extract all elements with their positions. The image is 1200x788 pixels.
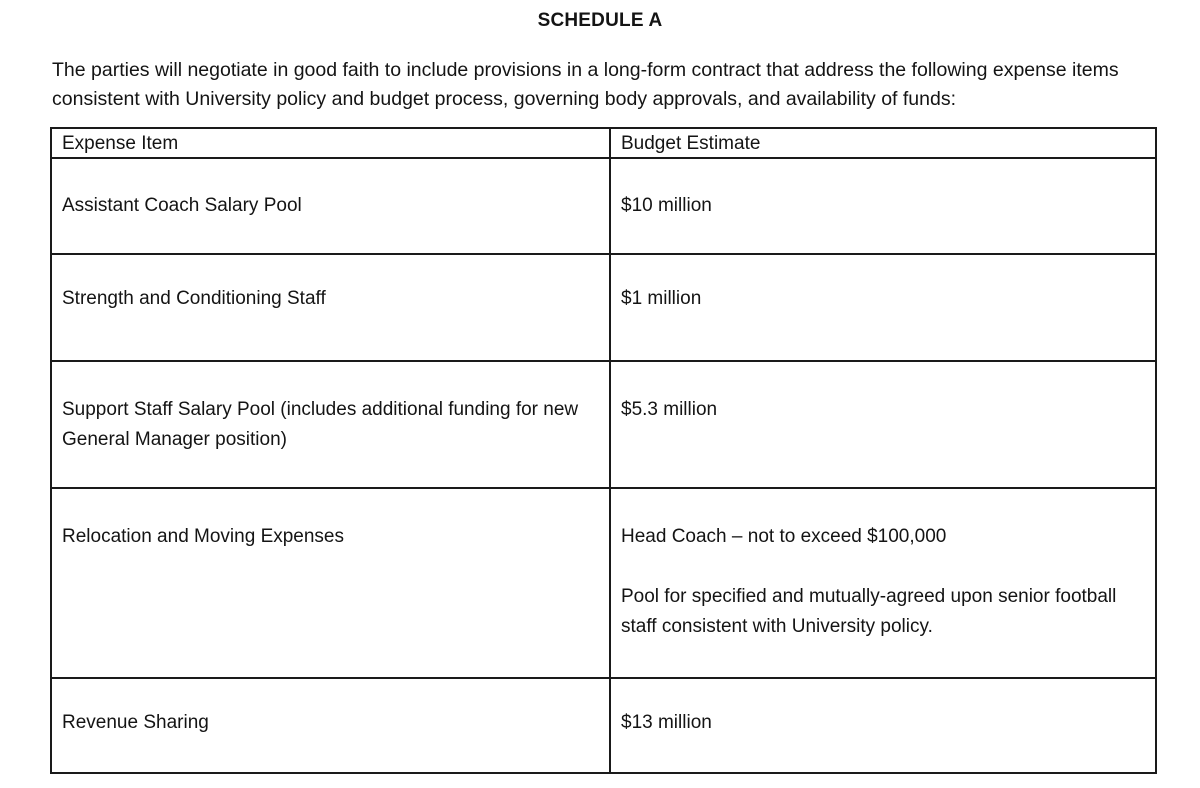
expense-item-cell: Support Staff Salary Pool (includes additional funding for new General Manager position) [51,361,610,488]
table-header-row [51,128,1156,158]
budget-estimate-text: Head Coach – not to exceed $100,000 [621,526,947,547]
budget-estimate-cell [610,488,1156,678]
budget-estimate-cell: $10 million [610,158,1156,254]
table-row [51,678,1156,773]
expense-item-cell: Strength and Conditioning Staff [51,254,610,361]
budget-estimate-note: Pool for specified and mutually-agreed upon senior football staff consistent with University policy. [621,586,1117,637]
expense-item-cell: Revenue Sharing [51,678,610,773]
intro-paragraph: The parties will negotiate in good faith to include provisions in a long-form contract that address the following expense items consistent with University policy and budget process, governing body approvals, and availability of funds: [52,59,1119,110]
header-expense-item: Expense Item [51,128,610,158]
expense-item-cell: Relocation and Moving Expenses [51,488,610,678]
expense-table [50,127,1157,774]
budget-estimate-cell: $13 million [610,678,1156,773]
table-row [51,158,1156,254]
expense-item-cell: Assistant Coach Salary Pool [51,158,610,254]
table-row [51,254,1156,361]
document-title: SCHEDULE A [537,10,663,31]
header-budget-estimate: Budget Estimate [610,128,1156,158]
table-row [51,488,1156,678]
table-row [51,361,1156,488]
budget-estimate-cell: $1 million [610,254,1156,361]
budget-estimate-cell: $5.3 million [610,361,1156,488]
